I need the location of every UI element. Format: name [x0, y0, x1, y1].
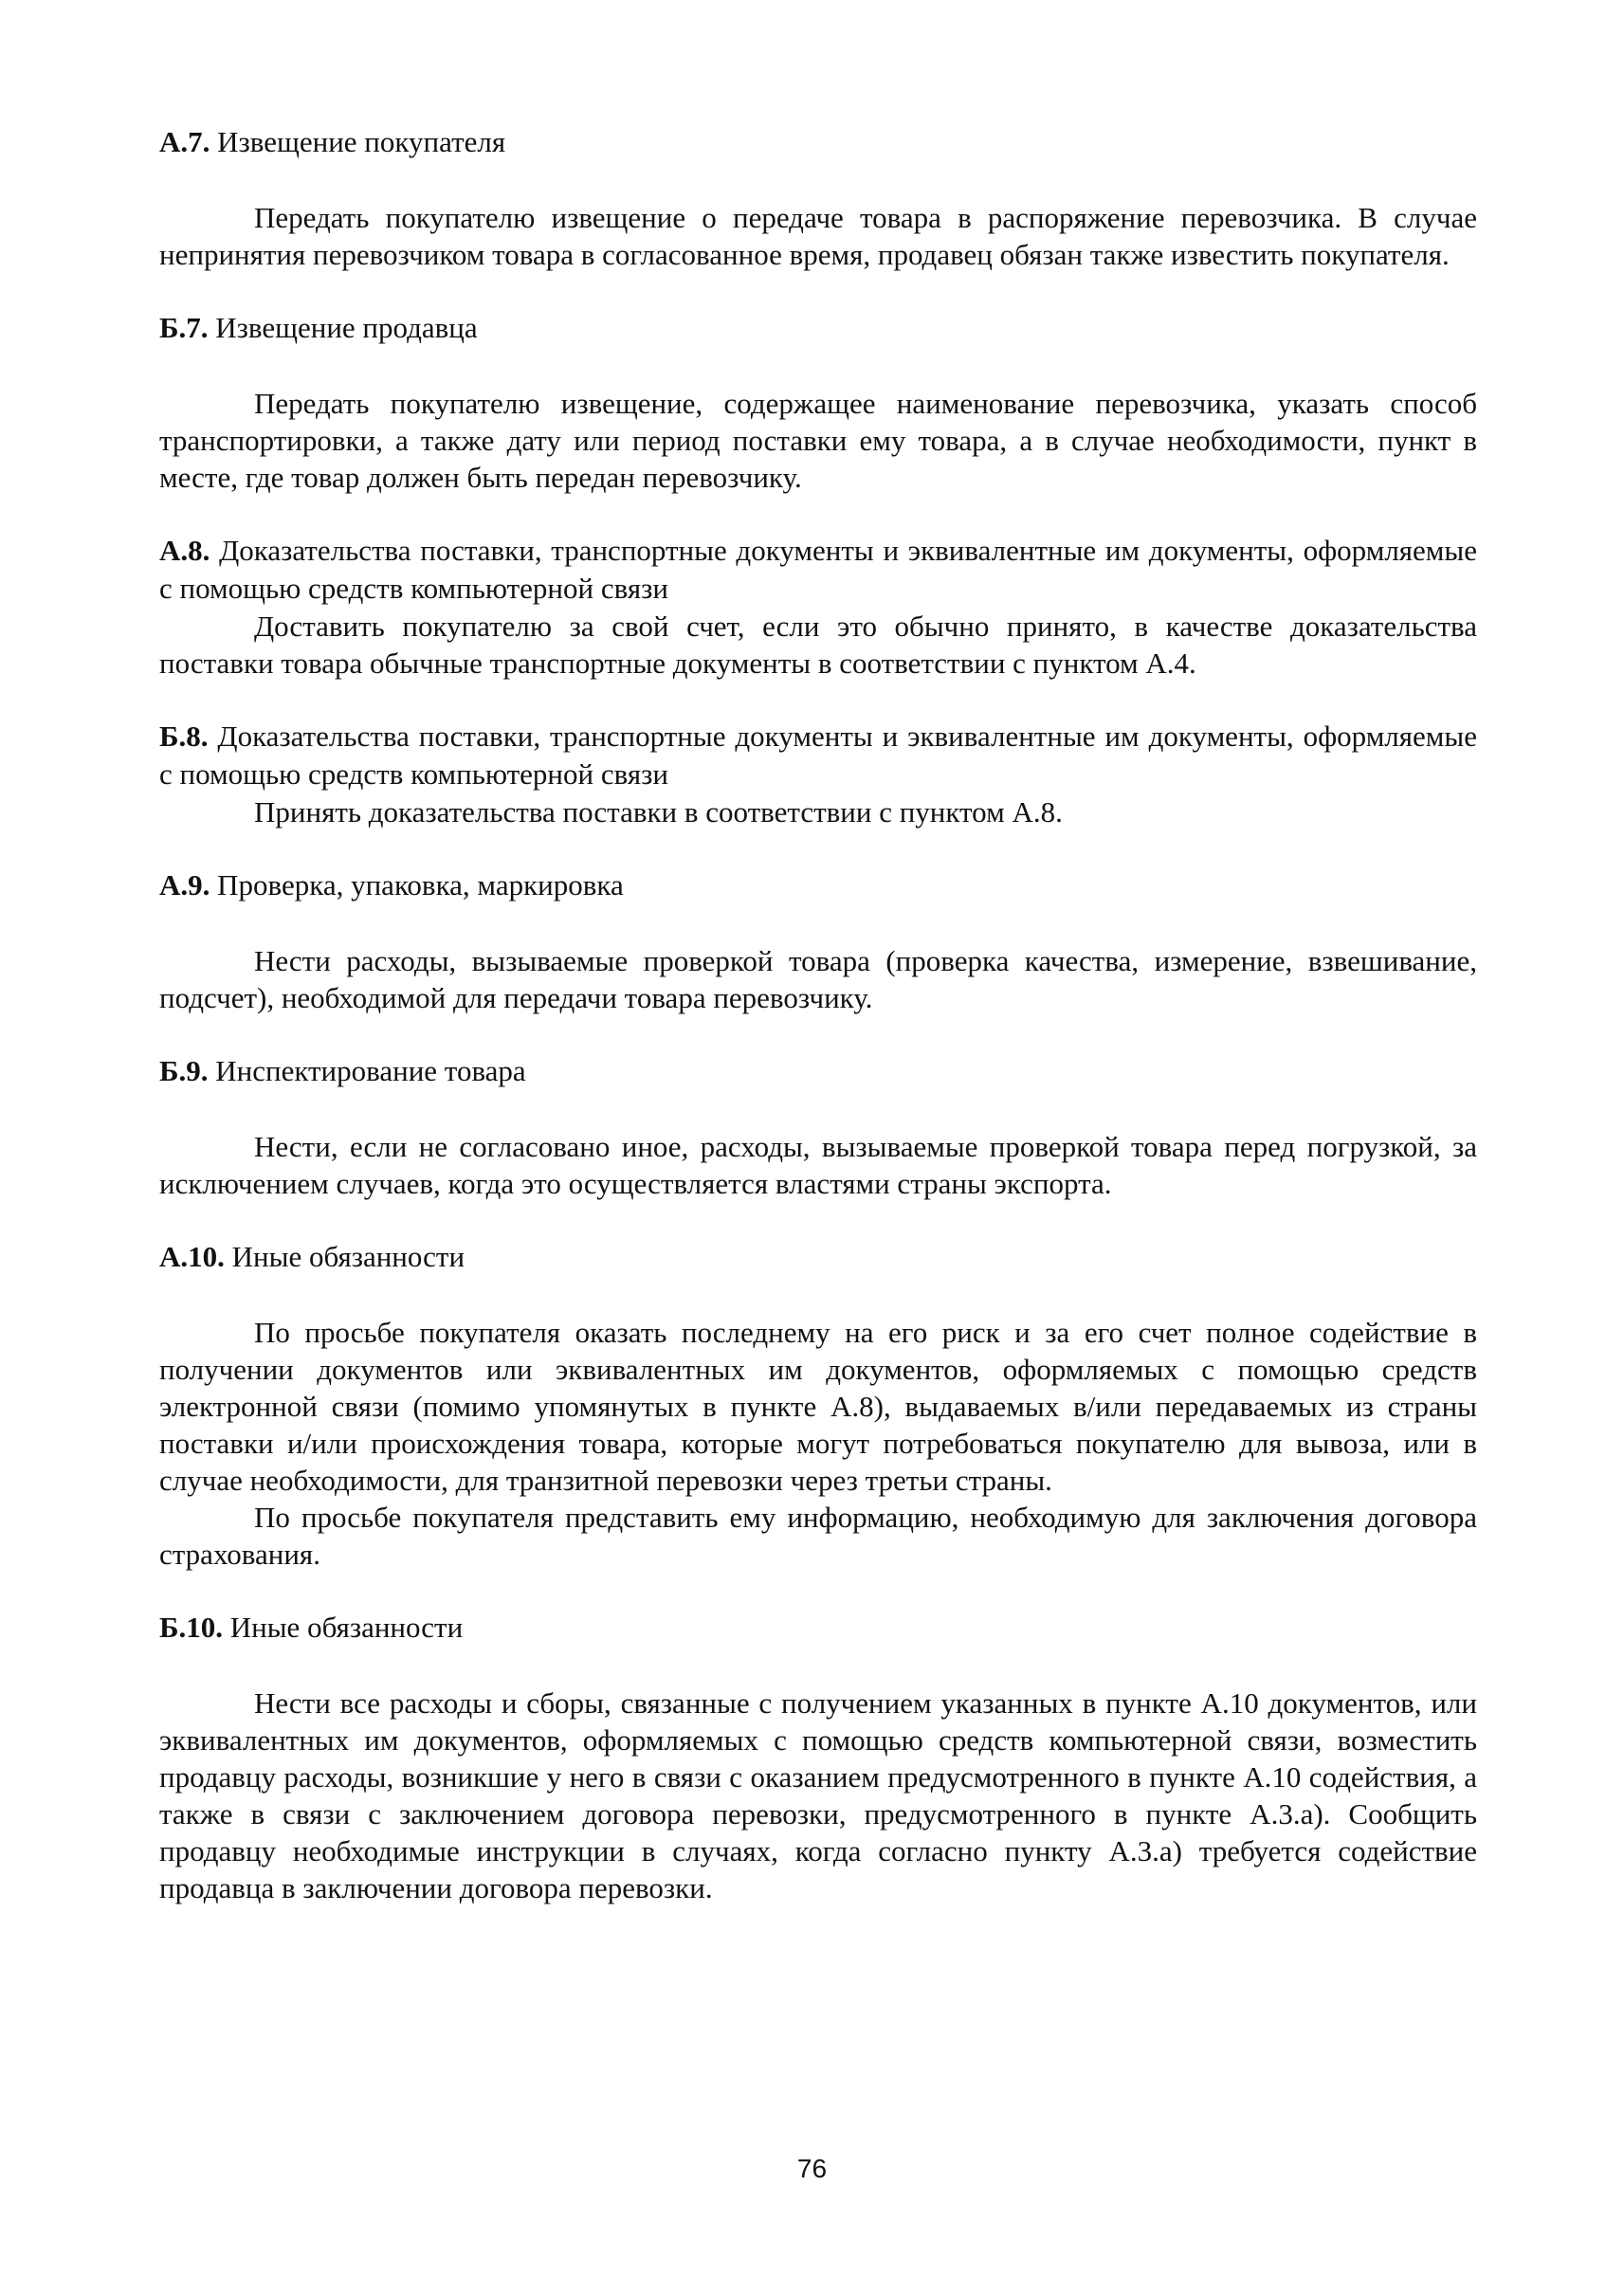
- section-heading: [159, 718, 1477, 793]
- section-heading: [159, 123, 1477, 161]
- section-title: Извещение покупателя: [217, 125, 506, 158]
- section-b8: [159, 718, 1477, 830]
- section-heading: [159, 1609, 1477, 1647]
- section-number: А.7.: [159, 125, 210, 158]
- section-heading: [159, 532, 1477, 608]
- paragraph: Нести расходы, вызываемые проверкой товара (проверка качества, измерение, взвешивание, подсчет), необходимой для передачи товара перевозчику.: [159, 944, 1477, 1014]
- section-heading: [159, 1052, 1477, 1090]
- paragraph: Передать покупателю извещение, содержащее наименование перевозчика, указать способ транспортировки, а также дату или период поставки ему товара, а в случае необходимости, пункт в месте, где товар должен быть передан перевозчику.: [159, 387, 1477, 494]
- section-title: Иные обязанности: [229, 1611, 464, 1644]
- paragraph: По просьбе покупателя представить ему информацию, необходимую для заключения договора страхования.: [159, 1501, 1477, 1571]
- section-number: Б.9.: [159, 1054, 209, 1087]
- page-number: 76: [796, 2154, 828, 2183]
- paragraph: По просьбе покупателя оказать последнему на его риск и за его счет полное содействие в получении документов или эквивалентных им документов, оформляемых с помощью средств электронной связи (помимо упомянутых в пункте А.8), выдаваемых в/или передаваемых из страны поставки и/или происхождения товара, которые могут потребоваться покупателю для вывоза, или в случае необходимости, для транзитной перевозки через третьи страны.: [159, 1316, 1477, 1497]
- paragraph: Нести все расходы и сборы, связанные с получением указанных в пункте А.10 документов, или эквивалентных им документов, оформляемых с помощью средств компьютерной связи, возместить продавцу расходы, возникшие у него в связи с оказанием предусмотренного в пункте А.10 содействия, а также в связи с заключением договора перевозки, предусмотренного в пункте А.3.а). Сообщить продавцу необходимые инструкции в случаях, когда согласно пункту А.3.а) требуется содействие продавца в заключении договора перевозки.: [159, 1686, 1477, 1904]
- section-a9: [159, 866, 1477, 1016]
- section-title: Доказательства поставки, транспортные документы и эквивалентные им документы, оформляемые с помощью средств компьютерной связи: [159, 719, 1478, 791]
- section-number: А.9.: [159, 868, 210, 902]
- section-b7: [159, 309, 1477, 496]
- section-title: Извещение продавца: [215, 311, 478, 344]
- section-number: А.10.: [159, 1240, 225, 1273]
- section-heading: [159, 1238, 1477, 1276]
- paragraph: Принять доказательства поставки в соответствии с пунктом А.8.: [254, 795, 1063, 829]
- section-title: Инспектирование товара: [215, 1054, 526, 1087]
- section-a10: [159, 1238, 1477, 1573]
- section-number: Б.10.: [159, 1611, 223, 1644]
- page-content: [159, 123, 1477, 1906]
- section-b10: [159, 1609, 1477, 1906]
- section-title: Доказательства поставки, транспортные документы и эквивалентные им документы, оформляемые с помощью средств компьютерной связи: [159, 534, 1478, 605]
- section-title: Проверка, упаковка, маркировка: [217, 868, 624, 902]
- section-heading: [159, 309, 1477, 347]
- section-heading: [159, 866, 1477, 904]
- paragraph: Передать покупателю извещение о передаче товара в распоряжение перевозчика. В случае непринятия перевозчиком товара в согласованное время, продавец обязан также известить покупателя.: [159, 201, 1477, 271]
- paragraph: Нести, если не согласовано иное, расходы, вызываемые проверкой товара перед погрузкой, за исключением случаев, когда это осуществляется властями страны экспорта.: [159, 1130, 1477, 1200]
- section-a7: [159, 123, 1477, 273]
- section-title: Иные обязанности: [231, 1240, 465, 1273]
- section-number: Б.8.: [159, 719, 209, 753]
- section-a8: [159, 532, 1477, 682]
- paragraph: Доставить покупателю за свой счет, если это обычно принято, в качестве доказательства поставки товара обычные транспортные документы в соответствии с пунктом А.4.: [159, 610, 1477, 680]
- section-number: А.8.: [159, 534, 210, 567]
- section-number: Б.7.: [159, 311, 209, 344]
- section-b9: [159, 1052, 1477, 1202]
